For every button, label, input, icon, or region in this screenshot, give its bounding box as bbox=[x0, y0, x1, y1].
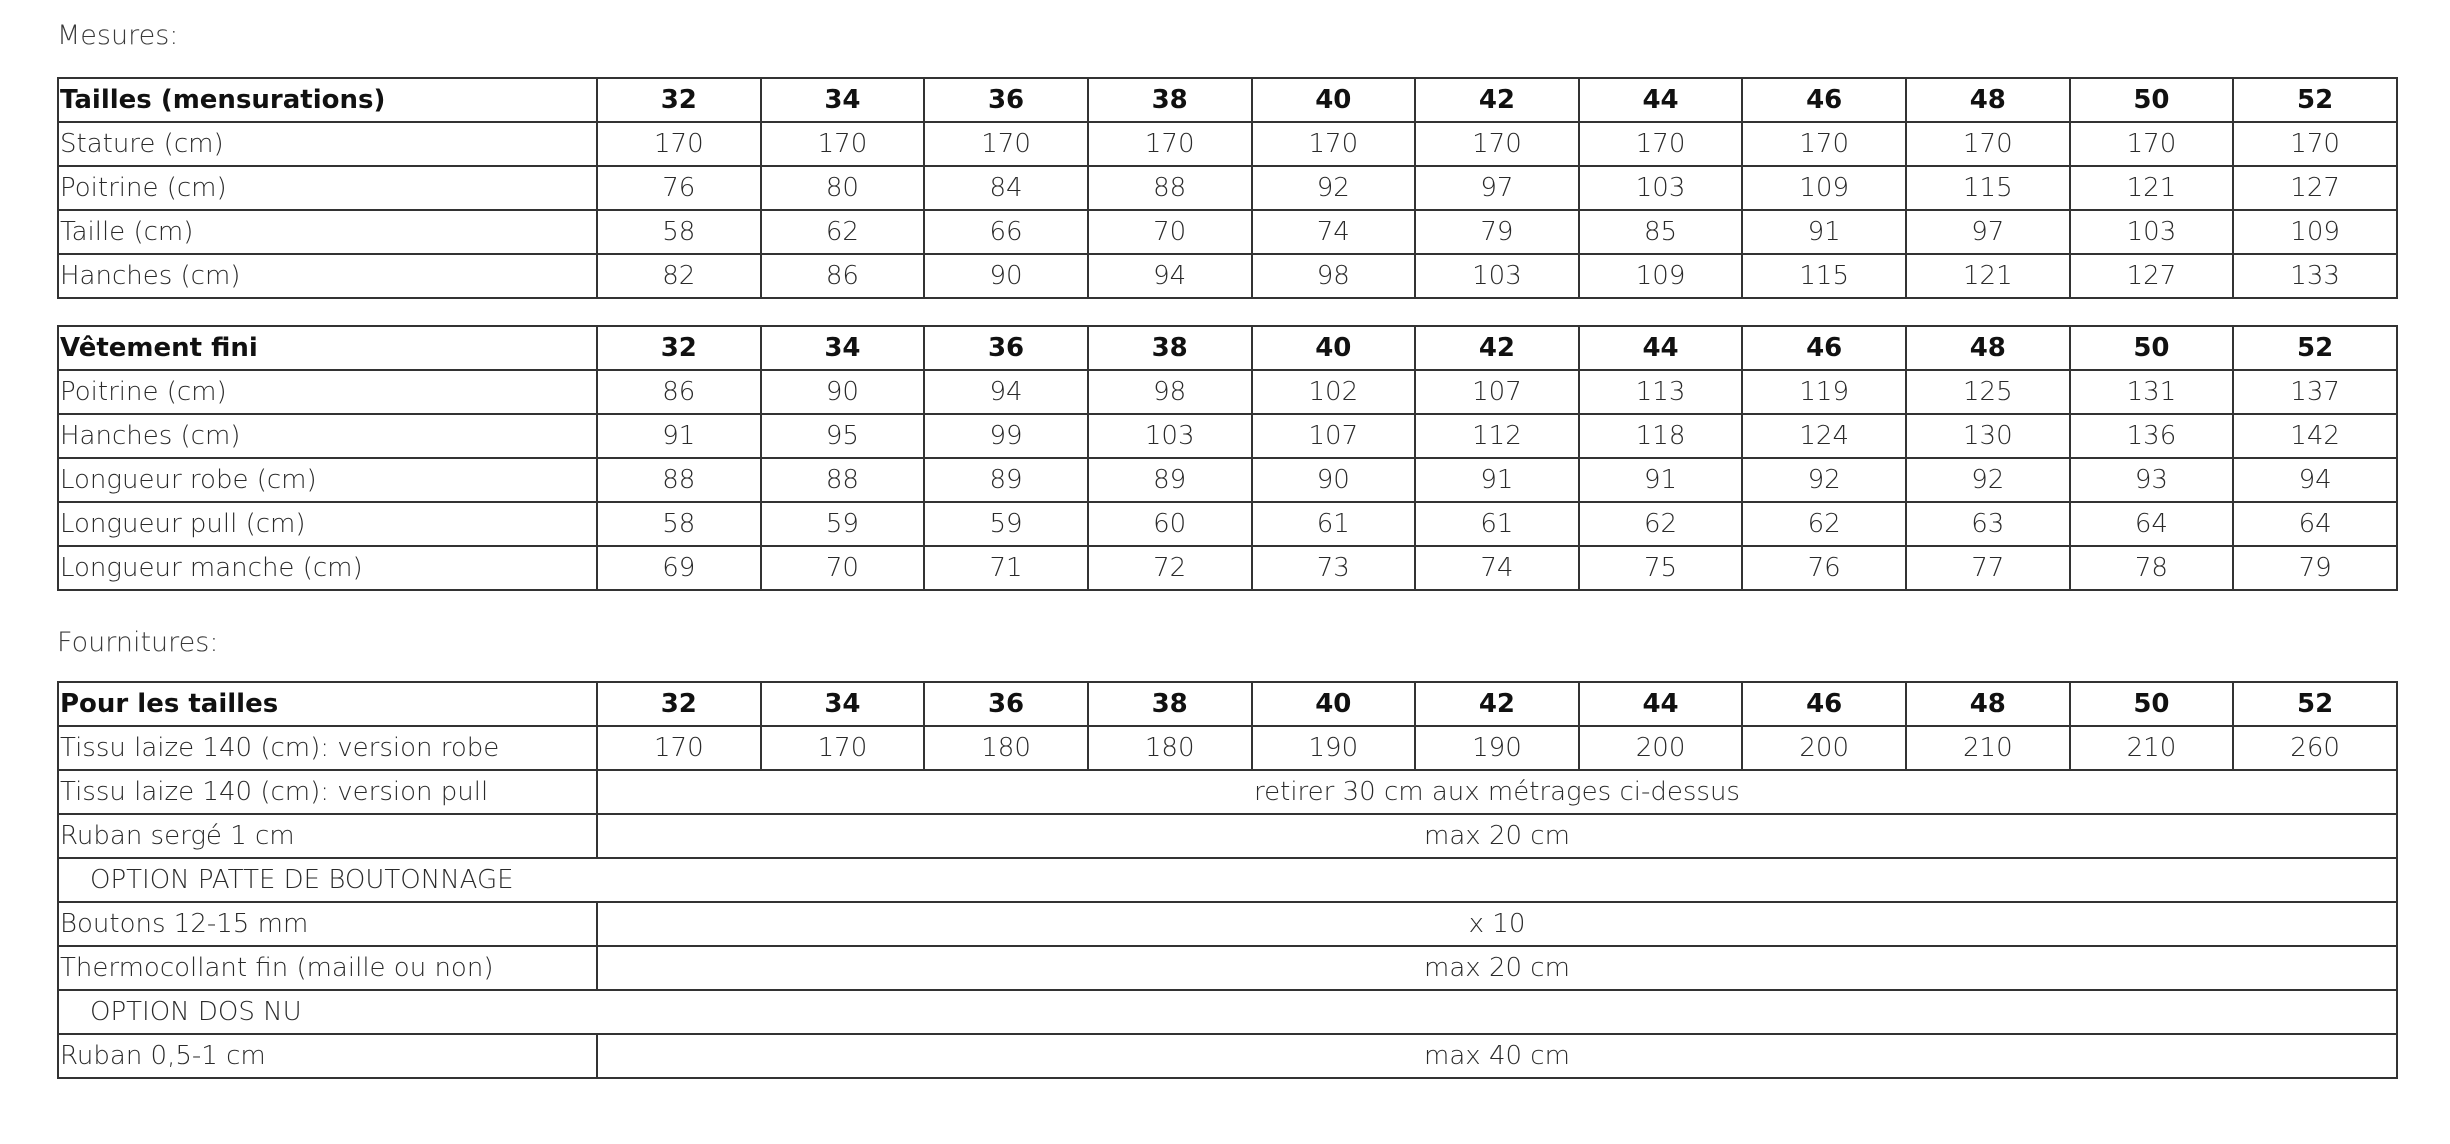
value-cell: 91 bbox=[597, 414, 761, 458]
row-label: Tissu laize 140 (cm): version robe bbox=[58, 726, 597, 770]
row-label: Longueur robe (cm) bbox=[58, 458, 597, 502]
value-cell: 115 bbox=[1742, 254, 1906, 298]
row-label: Longueur manche (cm) bbox=[58, 546, 597, 590]
value-cell: 133 bbox=[2233, 254, 2397, 298]
value-cell: 76 bbox=[1742, 546, 1906, 590]
value-cell: 71 bbox=[924, 546, 1088, 590]
value-cell: 88 bbox=[761, 458, 925, 502]
value-cell: 97 bbox=[1415, 166, 1579, 210]
value-cell: 137 bbox=[2233, 370, 2397, 414]
value-cell: 170 bbox=[1088, 122, 1252, 166]
size-cell: 52 bbox=[2233, 682, 2397, 726]
table-row bbox=[58, 254, 2397, 298]
value-cell: 97 bbox=[1906, 210, 2070, 254]
size-cell: 32 bbox=[597, 326, 761, 370]
value-cell: 113 bbox=[1579, 370, 1743, 414]
size-cell: 46 bbox=[1742, 326, 1906, 370]
row-label: Longueur pull (cm) bbox=[58, 502, 597, 546]
value-cell: 95 bbox=[761, 414, 925, 458]
row-label: Thermocollant fin (maille ou non) bbox=[58, 946, 597, 990]
value-cell: 170 bbox=[924, 122, 1088, 166]
row-label: Stature (cm) bbox=[58, 122, 597, 166]
value-cell: 127 bbox=[2233, 166, 2397, 210]
value-cell: 124 bbox=[1742, 414, 1906, 458]
value-cell: 64 bbox=[2233, 502, 2397, 546]
value-cell: 94 bbox=[924, 370, 1088, 414]
value-cell: 69 bbox=[597, 546, 761, 590]
size-cell: 52 bbox=[2233, 326, 2397, 370]
value-cell: 107 bbox=[1415, 370, 1579, 414]
size-cell: 42 bbox=[1415, 682, 1579, 726]
value-cell: 170 bbox=[2070, 122, 2234, 166]
value-cell: 119 bbox=[1742, 370, 1906, 414]
value-cell: 82 bbox=[597, 254, 761, 298]
value-cell: 72 bbox=[1088, 546, 1252, 590]
table-row bbox=[58, 414, 2397, 458]
value-cell: 102 bbox=[1252, 370, 1416, 414]
value-cell: 91 bbox=[1742, 210, 1906, 254]
value-cell: 58 bbox=[597, 210, 761, 254]
value-cell: 59 bbox=[761, 502, 925, 546]
size-cell: 40 bbox=[1252, 326, 1416, 370]
table-row bbox=[58, 370, 2397, 414]
size-cell: 48 bbox=[1906, 682, 2070, 726]
size-cell: 38 bbox=[1088, 326, 1252, 370]
value-cell: 86 bbox=[761, 254, 925, 298]
row-label: Taille (cm) bbox=[58, 210, 597, 254]
value-cell: 62 bbox=[761, 210, 925, 254]
value-cell: 58 bbox=[597, 502, 761, 546]
table-header-row bbox=[58, 682, 2397, 726]
value-cell: 61 bbox=[1252, 502, 1416, 546]
value-cell: 88 bbox=[597, 458, 761, 502]
size-cell: 38 bbox=[1088, 78, 1252, 122]
table-row bbox=[58, 726, 2397, 770]
value-cell: 190 bbox=[1252, 726, 1416, 770]
row-label: Boutons 12-15 mm bbox=[58, 902, 597, 946]
size-cell: 42 bbox=[1415, 78, 1579, 122]
value-cell: 98 bbox=[1252, 254, 1416, 298]
size-cell: 50 bbox=[2070, 682, 2234, 726]
merged-value-cell: max 40 cm bbox=[597, 1034, 2397, 1078]
value-cell: 127 bbox=[2070, 254, 2234, 298]
option-row bbox=[58, 858, 2397, 902]
row-label: Poitrine (cm) bbox=[58, 166, 597, 210]
value-cell: 200 bbox=[1742, 726, 1906, 770]
value-cell: 63 bbox=[1906, 502, 2070, 546]
mesures-label: Mesures: bbox=[57, 20, 179, 51]
size-cell: 40 bbox=[1252, 682, 1416, 726]
size-cell: 32 bbox=[597, 682, 761, 726]
value-cell: 109 bbox=[1742, 166, 1906, 210]
value-cell: 170 bbox=[597, 726, 761, 770]
value-cell: 109 bbox=[1579, 254, 1743, 298]
value-cell: 130 bbox=[1906, 414, 2070, 458]
value-cell: 170 bbox=[1906, 122, 2070, 166]
size-cell: 36 bbox=[924, 78, 1088, 122]
size-cell: 34 bbox=[761, 326, 925, 370]
body-measurements-table bbox=[57, 77, 2398, 299]
table-row bbox=[58, 946, 2397, 990]
value-cell: 70 bbox=[761, 546, 925, 590]
row-label: Vêtement fini bbox=[58, 326, 597, 370]
value-cell: 75 bbox=[1579, 546, 1743, 590]
merged-value-cell: retirer 30 cm aux métrages ci-dessus bbox=[597, 770, 2397, 814]
table-row bbox=[58, 166, 2397, 210]
value-cell: 190 bbox=[1415, 726, 1579, 770]
value-cell: 103 bbox=[2070, 210, 2234, 254]
table-row bbox=[58, 770, 2397, 814]
value-cell: 92 bbox=[1252, 166, 1416, 210]
value-cell: 62 bbox=[1742, 502, 1906, 546]
supplies-table bbox=[57, 681, 2398, 1079]
row-label: Pour les tailles bbox=[58, 682, 597, 726]
value-cell: 180 bbox=[924, 726, 1088, 770]
fournitures-label: Fournitures: bbox=[57, 627, 219, 658]
value-cell: 90 bbox=[761, 370, 925, 414]
value-cell: 121 bbox=[1906, 254, 2070, 298]
size-cell: 34 bbox=[761, 78, 925, 122]
value-cell: 170 bbox=[761, 122, 925, 166]
table-row bbox=[58, 902, 2397, 946]
value-cell: 210 bbox=[2070, 726, 2234, 770]
size-cell: 44 bbox=[1579, 326, 1743, 370]
value-cell: 115 bbox=[1906, 166, 2070, 210]
merged-value-cell: max 20 cm bbox=[597, 814, 2397, 858]
value-cell: 118 bbox=[1579, 414, 1743, 458]
table-row bbox=[58, 502, 2397, 546]
value-cell: 76 bbox=[597, 166, 761, 210]
size-cell: 44 bbox=[1579, 682, 1743, 726]
value-cell: 107 bbox=[1252, 414, 1416, 458]
value-cell: 200 bbox=[1579, 726, 1743, 770]
row-label: Ruban sergé 1 cm bbox=[58, 814, 597, 858]
size-cell: 36 bbox=[924, 682, 1088, 726]
value-cell: 88 bbox=[1088, 166, 1252, 210]
value-cell: 77 bbox=[1906, 546, 2070, 590]
value-cell: 62 bbox=[1579, 502, 1743, 546]
value-cell: 170 bbox=[1252, 122, 1416, 166]
row-label: Ruban 0,5-1 cm bbox=[58, 1034, 597, 1078]
value-cell: 73 bbox=[1252, 546, 1416, 590]
size-cell: 46 bbox=[1742, 682, 1906, 726]
value-cell: 85 bbox=[1579, 210, 1743, 254]
value-cell: 92 bbox=[1906, 458, 2070, 502]
value-cell: 170 bbox=[1415, 122, 1579, 166]
value-cell: 103 bbox=[1579, 166, 1743, 210]
value-cell: 78 bbox=[2070, 546, 2234, 590]
value-cell: 170 bbox=[1742, 122, 1906, 166]
value-cell: 103 bbox=[1415, 254, 1579, 298]
value-cell: 80 bbox=[761, 166, 925, 210]
value-cell: 86 bbox=[597, 370, 761, 414]
merged-value-cell: max 20 cm bbox=[597, 946, 2397, 990]
size-cell: 44 bbox=[1579, 78, 1743, 122]
value-cell: 66 bbox=[924, 210, 1088, 254]
value-cell: 131 bbox=[2070, 370, 2234, 414]
table-row bbox=[58, 210, 2397, 254]
row-label: Hanches (cm) bbox=[58, 414, 597, 458]
size-cell: 32 bbox=[597, 78, 761, 122]
value-cell: 61 bbox=[1415, 502, 1579, 546]
option-heading: OPTION PATTE DE BOUTONNAGE bbox=[58, 858, 2397, 902]
value-cell: 64 bbox=[2070, 502, 2234, 546]
value-cell: 112 bbox=[1415, 414, 1579, 458]
value-cell: 70 bbox=[1088, 210, 1252, 254]
value-cell: 89 bbox=[1088, 458, 1252, 502]
size-cell: 48 bbox=[1906, 326, 2070, 370]
value-cell: 136 bbox=[2070, 414, 2234, 458]
value-cell: 103 bbox=[1088, 414, 1252, 458]
value-cell: 125 bbox=[1906, 370, 2070, 414]
value-cell: 92 bbox=[1742, 458, 1906, 502]
value-cell: 260 bbox=[2233, 726, 2397, 770]
value-cell: 94 bbox=[1088, 254, 1252, 298]
value-cell: 74 bbox=[1252, 210, 1416, 254]
value-cell: 121 bbox=[2070, 166, 2234, 210]
size-cell: 36 bbox=[924, 326, 1088, 370]
value-cell: 89 bbox=[924, 458, 1088, 502]
value-cell: 91 bbox=[1415, 458, 1579, 502]
size-cell: 50 bbox=[2070, 326, 2234, 370]
value-cell: 93 bbox=[2070, 458, 2234, 502]
value-cell: 210 bbox=[1906, 726, 2070, 770]
merged-value-cell: x 10 bbox=[597, 902, 2397, 946]
size-cell: 50 bbox=[2070, 78, 2234, 122]
size-cell: 42 bbox=[1415, 326, 1579, 370]
option-heading: OPTION DOS NU bbox=[58, 990, 2397, 1034]
value-cell: 180 bbox=[1088, 726, 1252, 770]
value-cell: 59 bbox=[924, 502, 1088, 546]
row-label: Hanches (cm) bbox=[58, 254, 597, 298]
table-row bbox=[58, 546, 2397, 590]
size-cell: 38 bbox=[1088, 682, 1252, 726]
option-row bbox=[58, 990, 2397, 1034]
table-row bbox=[58, 458, 2397, 502]
value-cell: 79 bbox=[2233, 546, 2397, 590]
value-cell: 94 bbox=[2233, 458, 2397, 502]
value-cell: 79 bbox=[1415, 210, 1579, 254]
value-cell: 170 bbox=[597, 122, 761, 166]
size-cell: 34 bbox=[761, 682, 925, 726]
table-header-row bbox=[58, 326, 2397, 370]
size-cell: 46 bbox=[1742, 78, 1906, 122]
value-cell: 84 bbox=[924, 166, 1088, 210]
value-cell: 98 bbox=[1088, 370, 1252, 414]
value-cell: 142 bbox=[2233, 414, 2397, 458]
table-row bbox=[58, 122, 2397, 166]
value-cell: 60 bbox=[1088, 502, 1252, 546]
table-row bbox=[58, 814, 2397, 858]
table-header-row bbox=[58, 78, 2397, 122]
table-row bbox=[58, 1034, 2397, 1078]
size-cell: 52 bbox=[2233, 78, 2397, 122]
value-cell: 99 bbox=[924, 414, 1088, 458]
row-label: Tissu laize 140 (cm): version pull bbox=[58, 770, 597, 814]
value-cell: 74 bbox=[1415, 546, 1579, 590]
row-label: Poitrine (cm) bbox=[58, 370, 597, 414]
value-cell: 170 bbox=[761, 726, 925, 770]
value-cell: 90 bbox=[1252, 458, 1416, 502]
value-cell: 109 bbox=[2233, 210, 2397, 254]
value-cell: 91 bbox=[1579, 458, 1743, 502]
value-cell: 170 bbox=[2233, 122, 2397, 166]
value-cell: 170 bbox=[1579, 122, 1743, 166]
size-cell: 40 bbox=[1252, 78, 1416, 122]
row-label: Tailles (mensurations) bbox=[58, 78, 597, 122]
finished-garment-table bbox=[57, 325, 2398, 591]
size-cell: 48 bbox=[1906, 78, 2070, 122]
value-cell: 90 bbox=[924, 254, 1088, 298]
